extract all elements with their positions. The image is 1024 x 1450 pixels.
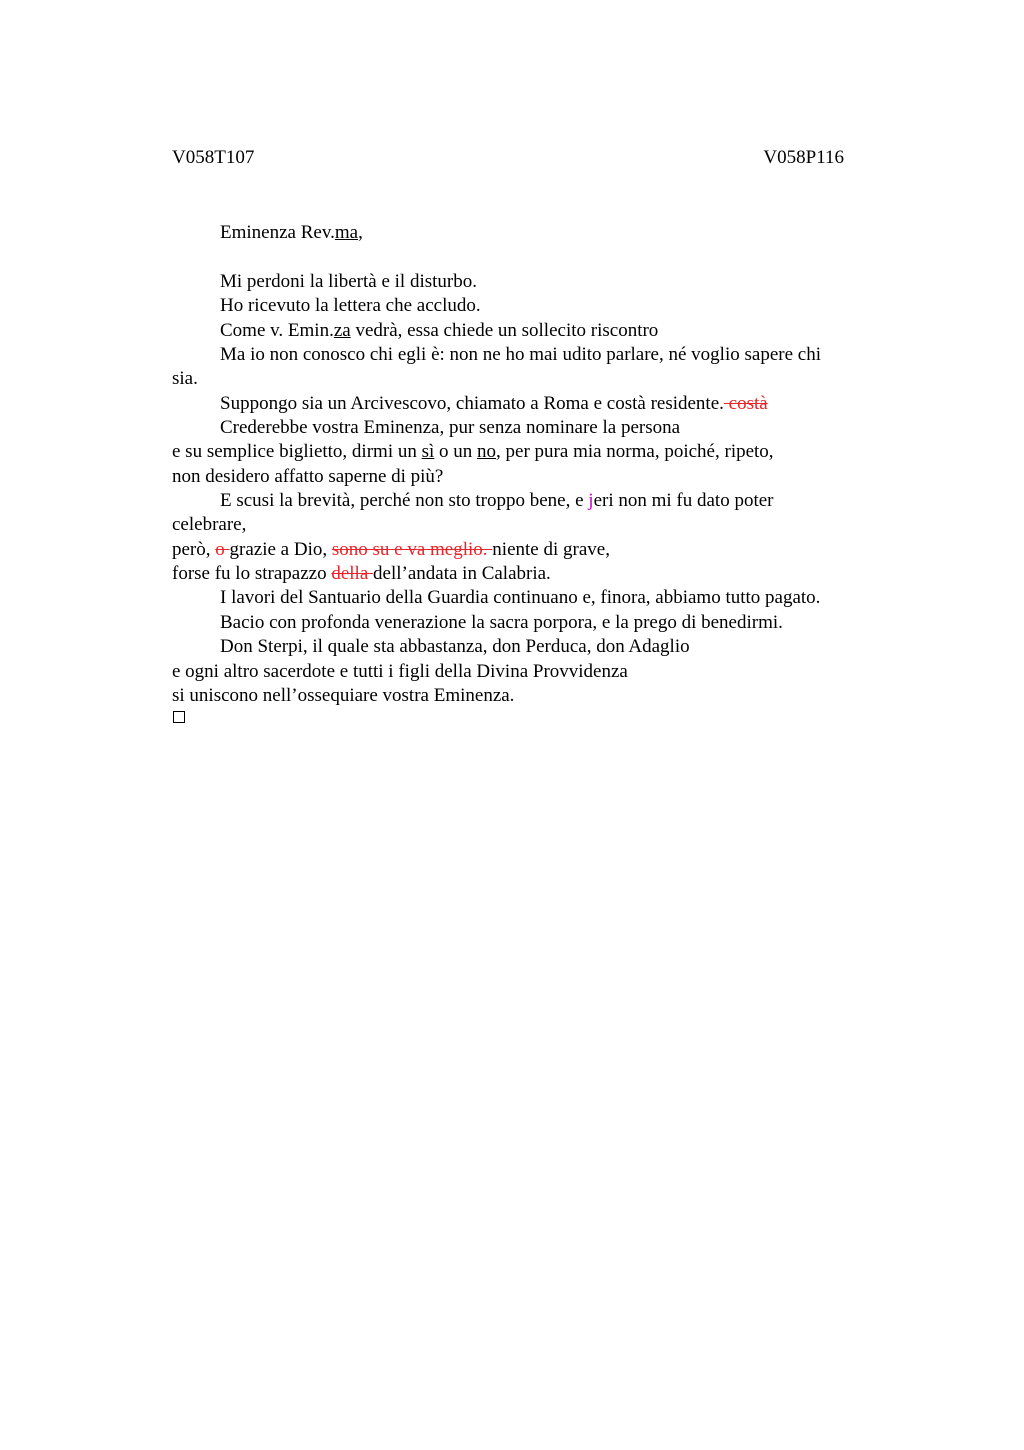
text-segment: , per pura mia norma, poiché, ripeto, [496, 441, 774, 463]
text-segment: Suppongo sia un Arcivescovo, chiamato a Roma e costà residente. [220, 392, 724, 414]
underlined-word: no [477, 441, 497, 463]
letter-line: Ma io non conosco chi egli è: non ne ho mai udito parlare, né voglio sapere chi [220, 344, 821, 366]
letter-line [172, 489, 877, 513]
letter-line: Ho ricevuto la lettera che accludo. [220, 295, 481, 317]
text-segment: o un [434, 441, 478, 463]
letter-line [172, 319, 877, 343]
letter-line: Don Sterpi, il quale sta abbastanza, don Perduca, don Adaglio [220, 636, 690, 658]
letter-line: e ogni altro sacerdote e tutti i figli della Divina Provvidenza [172, 660, 628, 682]
inserted-text: j [588, 490, 594, 512]
salutation [220, 222, 363, 244]
document-code-left: V058T107 [172, 147, 255, 168]
letter-line: I lavori del Santuario della Guardia continuano e, finora, abbiamo tutto pagato. [220, 587, 821, 609]
letter-line: Crederebbe vostra Eminenza, pur senza nominare la persona [220, 417, 681, 439]
letter-line [172, 562, 877, 586]
text-segment: forse fu lo strapazzo [172, 563, 332, 585]
letter-line: sia. [172, 368, 198, 390]
salutation-abbrev-underlined: ma [334, 222, 359, 243]
letter-line [172, 440, 877, 464]
deleted-text: o [215, 538, 230, 560]
text-segment: Come v. Emin. [220, 319, 334, 341]
text-segment: però, [172, 538, 216, 560]
letter-line: celebrare, [172, 514, 247, 536]
deleted-text: della [331, 563, 374, 585]
salutation-suffix: , [358, 222, 363, 243]
letter-line: Mi perdoni la libertà e il disturbo. [220, 271, 477, 292]
letter-line: non desidero affatto saperne di più? [172, 465, 444, 487]
underlined-abbrev: za [333, 319, 351, 341]
letter-line [172, 538, 877, 562]
letter-body [172, 270, 877, 708]
text-segment: grazie a Dio, [229, 538, 332, 560]
text-segment: E scusi la brevità, perché non sto troppo bene, e [220, 490, 589, 512]
underlined-word: sì [421, 441, 435, 463]
text-segment: eri non mi fu dato poter [593, 490, 774, 512]
text-segment: e su semplice biglietto, dirmi un [172, 441, 422, 463]
letter-line: si uniscono nell’ossequiare vostra Eminenza. [172, 684, 515, 706]
deleted-text: costà [723, 392, 768, 414]
document-code-right: V058P116 [763, 147, 844, 168]
text-segment: dell’andata in Calabria. [373, 563, 551, 585]
letter-line: Bacio con profonda venerazione la sacra porpora, e la prego di benedirmi. [220, 611, 783, 633]
salutation-prefix: Eminenza Rev. [220, 222, 335, 243]
deleted-text: sono su e va meglio. [331, 538, 493, 560]
text-segment: niente di grave, [492, 538, 610, 560]
end-of-text-box-icon [173, 711, 185, 723]
text-segment: vedrà, essa chiede un sollecito riscontro [350, 319, 659, 341]
letter-line [172, 392, 877, 416]
